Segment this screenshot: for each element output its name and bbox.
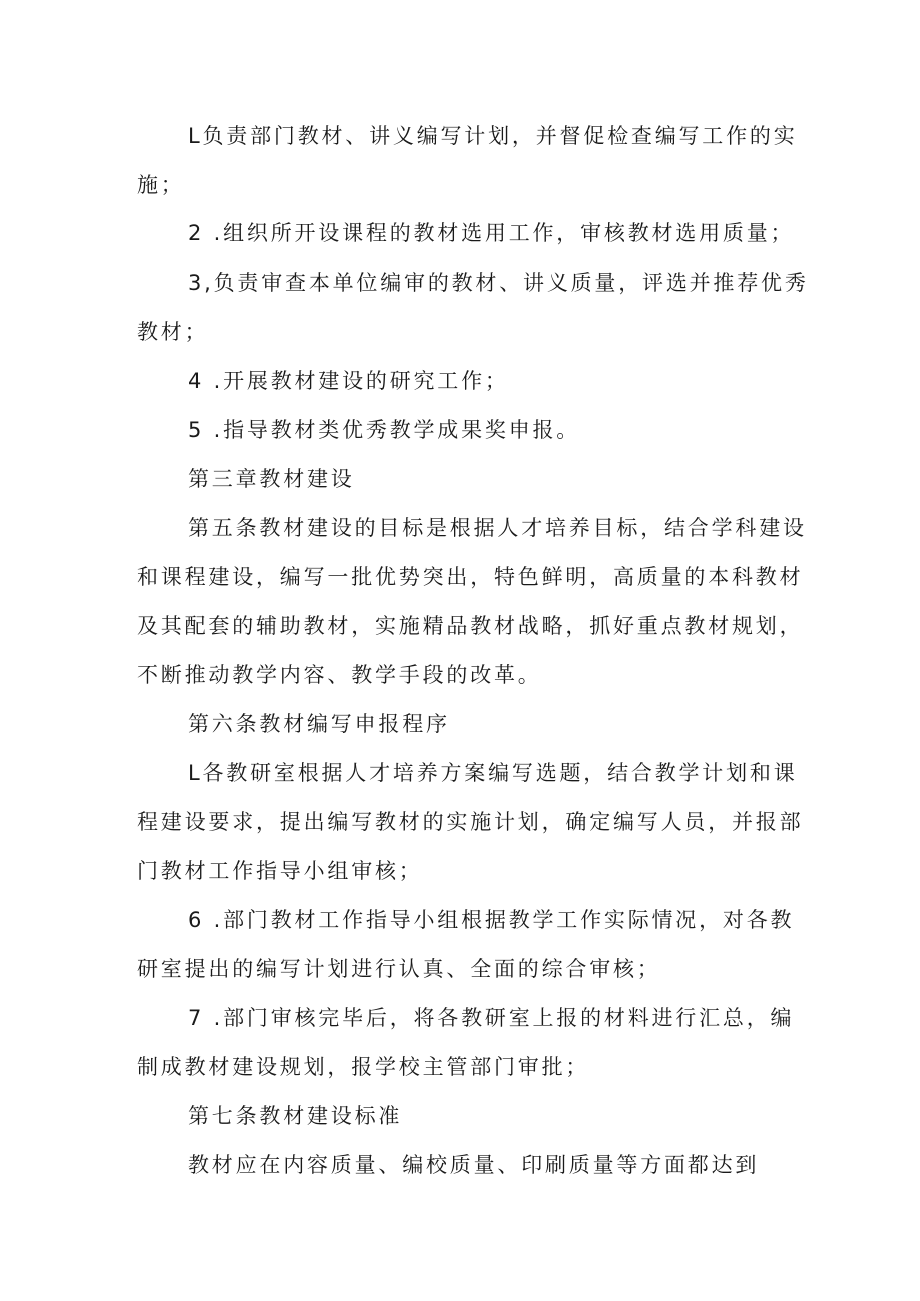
article-heading-6: 第六条教材编写申报程序	[188, 712, 450, 736]
line-19: 7 .部门审核完毕后，将各教研室上报的材料进行汇总，编	[188, 1006, 795, 1030]
line-22: 教材应在内容质量、编校质量、印刷质量等方面都达到	[188, 1153, 760, 1177]
line-11: 及其配套的辅助教材，实施精品教材战略，抓好重点教材规划，	[137, 614, 804, 638]
line-1: L负责部门教材、讲义编写计划，并督促检查编写工作的实	[188, 124, 798, 148]
line-16: 门教材工作指导小组审核；	[137, 859, 423, 883]
line-7: 5 .指导教材类优秀教学成果奖申报。	[188, 418, 581, 442]
line-4: 3,负责审查本单位编审的教材、讲义质量，评选并推荐优秀	[188, 271, 809, 295]
line-20: 制成教材建设规划，报学校主管部门审批；	[137, 1055, 590, 1079]
line-12: 不断推动教学内容、教学手段的改革。	[137, 663, 542, 687]
line-14: L各教研室根据人才培养方案编写选题，结合教学计划和课	[188, 761, 798, 785]
line-10: 和课程建设，编写一批优势突出，特色鲜明，高质量的本科教材	[137, 565, 804, 589]
line-9: 第五条教材建设的目标是根据人才培养目标，结合学科建设	[188, 516, 807, 540]
line-3: 2 .组织所开设课程的教材选用工作，审核教材选用质量；	[188, 221, 795, 245]
chapter-heading: 第三章教材建设	[188, 467, 355, 491]
line-2: 施；	[137, 173, 185, 197]
line-15: 程建设要求，提出编写教材的实施计划，确定编写人员，并报部	[137, 810, 804, 834]
line-6: 4 .开展教材建设的研究工作；	[188, 369, 509, 393]
line-18: 研室提出的编写计划进行认真、全面的综合审核；	[137, 957, 661, 981]
line-5: 教材；	[137, 320, 209, 344]
line-17: 6 .部门教材工作指导小组根据教学工作实际情况，对各教	[188, 908, 795, 932]
article-heading-7: 第七条教材建设标准	[188, 1104, 403, 1128]
